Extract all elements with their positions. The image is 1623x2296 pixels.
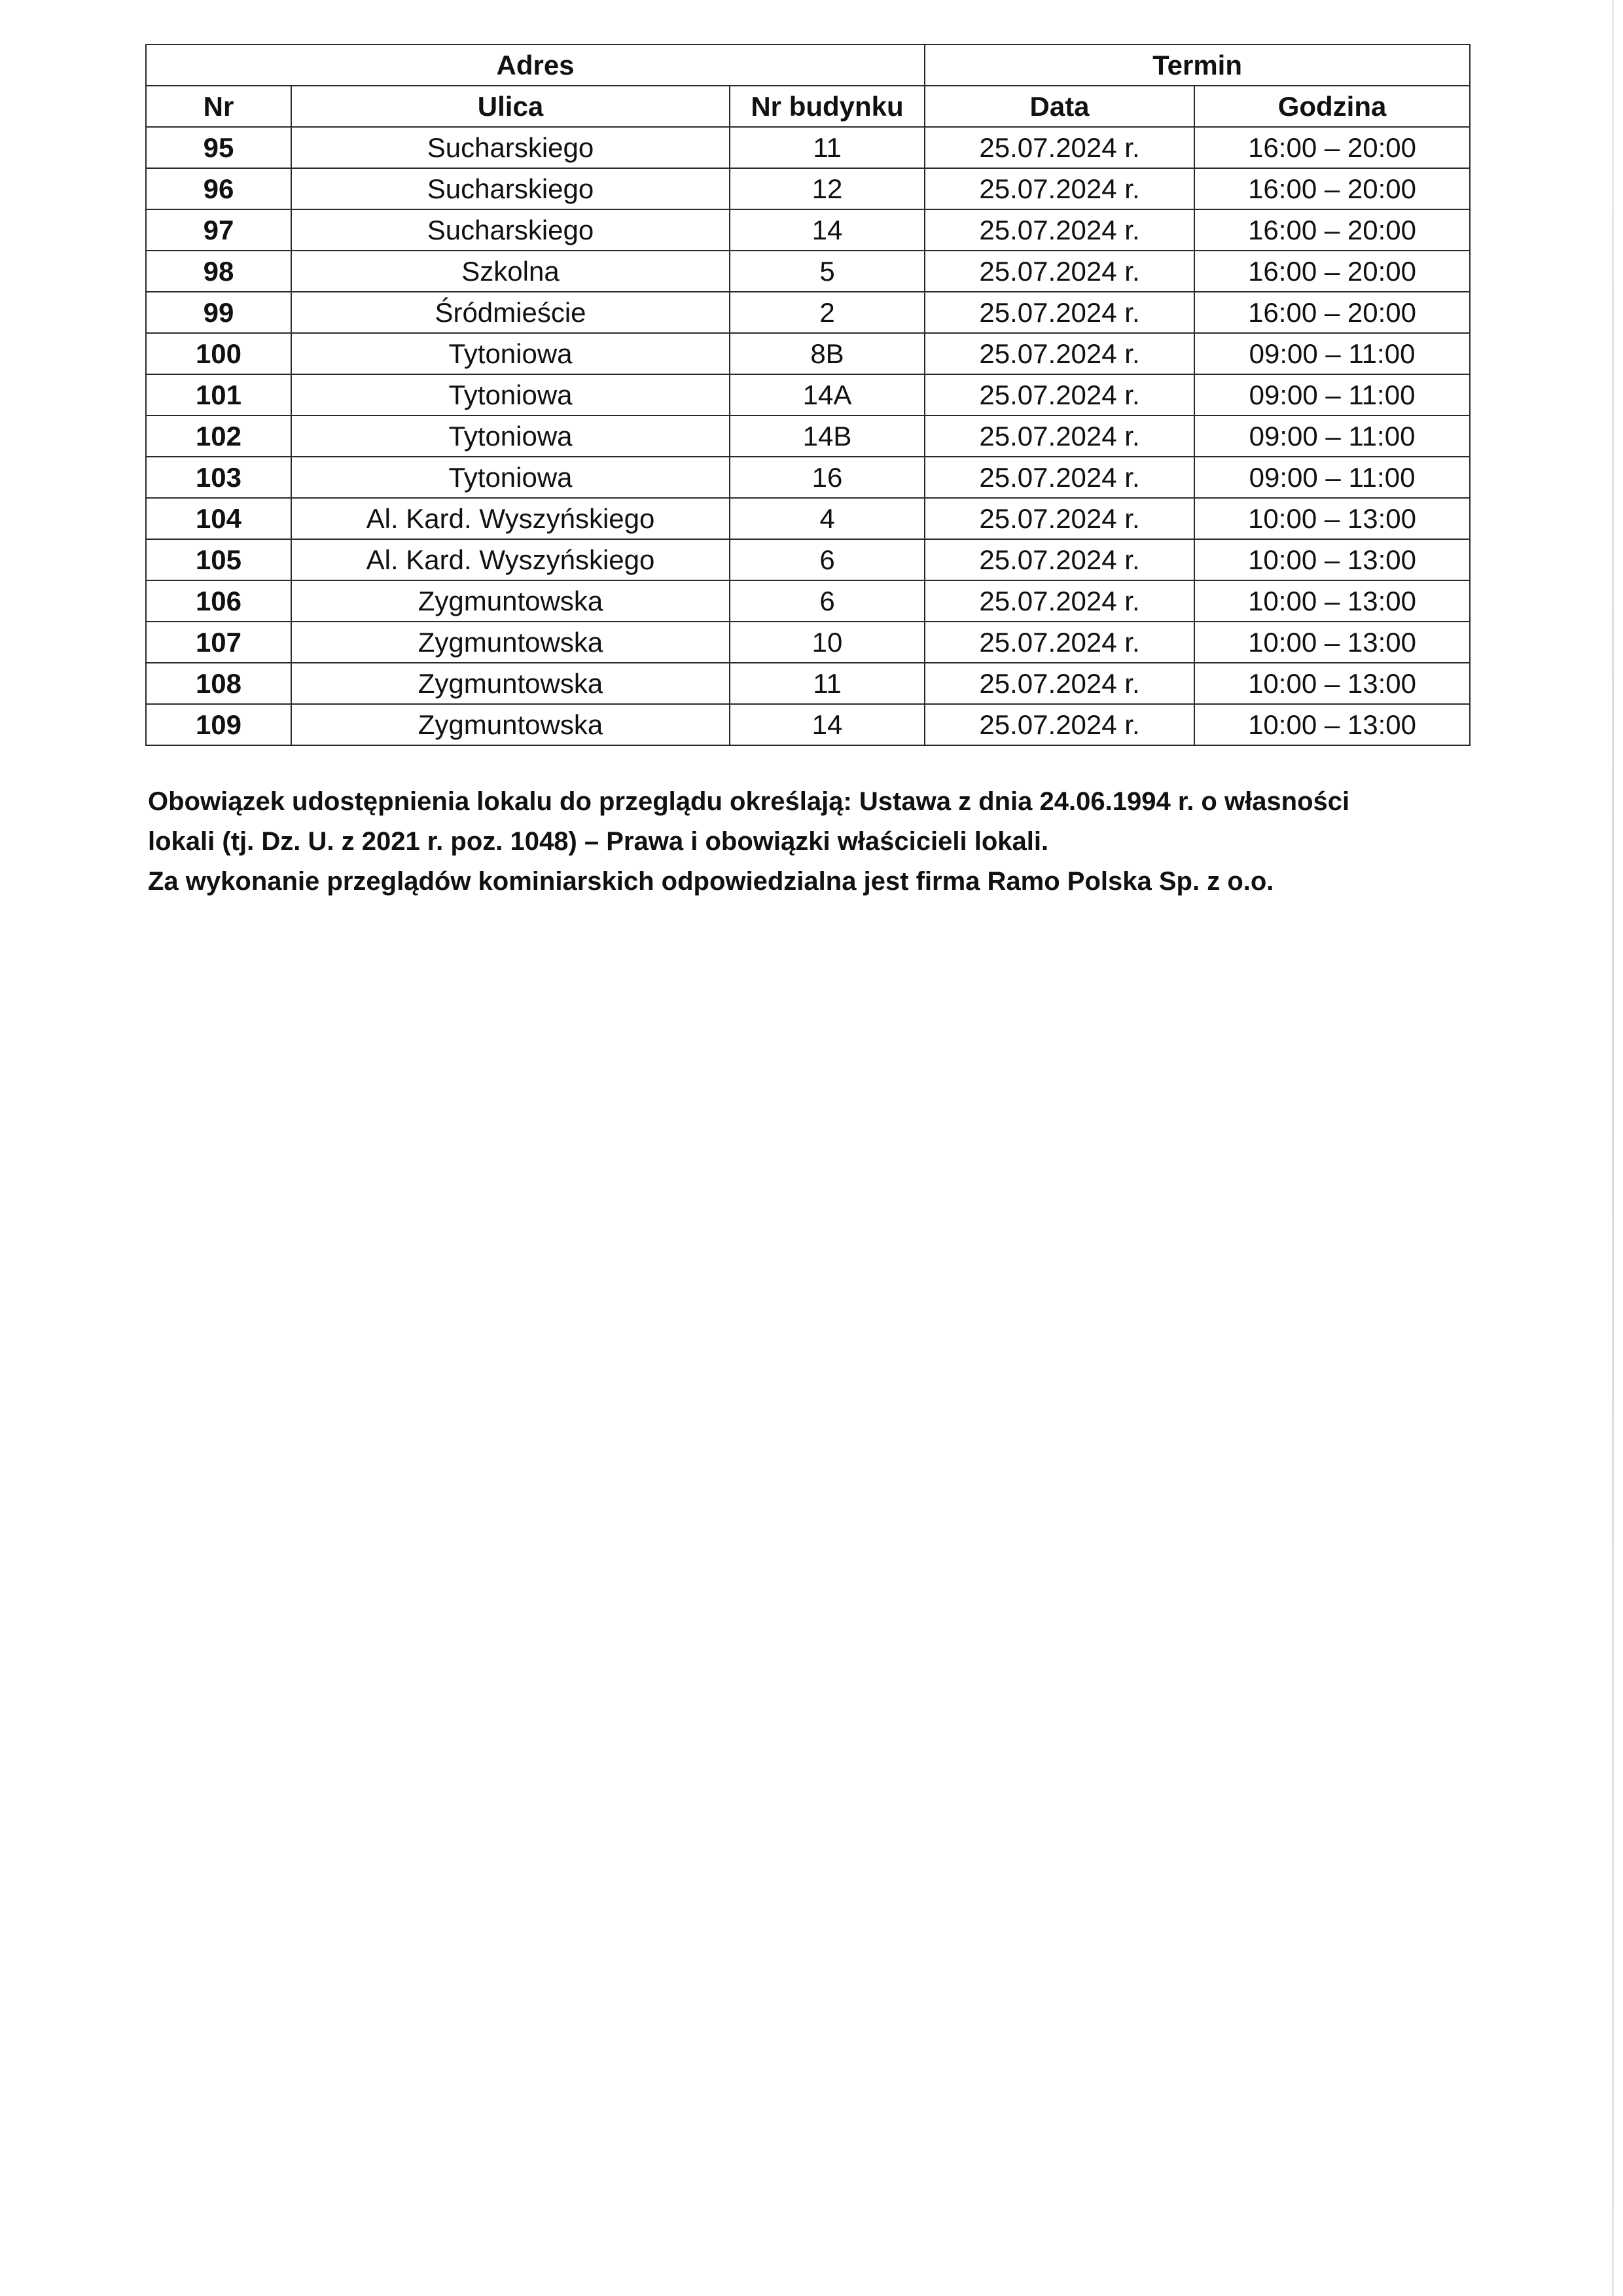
cell-building: 6 — [730, 580, 925, 622]
column-header-street: Ulica — [291, 86, 730, 127]
cell-street: Sucharskiego — [291, 127, 730, 168]
cell-date: 25.07.2024 r. — [925, 333, 1194, 374]
cell-street: Sucharskiego — [291, 168, 730, 209]
cell-time: 10:00 – 13:00 — [1194, 663, 1470, 704]
table-row — [146, 622, 1470, 663]
cell-street: Sucharskiego — [291, 209, 730, 251]
cell-time: 16:00 – 20:00 — [1194, 127, 1470, 168]
cell-nr: 102 — [146, 415, 291, 457]
group-header-term: Termin — [925, 44, 1470, 86]
cell-time: 16:00 – 20:00 — [1194, 292, 1470, 333]
cell-building: 10 — [730, 622, 925, 663]
cell-street: Śródmieście — [291, 292, 730, 333]
column-header-date: Data — [925, 86, 1194, 127]
cell-building: 16 — [730, 457, 925, 498]
table-row — [146, 127, 1470, 168]
cell-date: 25.07.2024 r. — [925, 415, 1194, 457]
cell-building: 2 — [730, 292, 925, 333]
legal-notes — [148, 782, 1470, 902]
cell-time: 09:00 – 11:00 — [1194, 415, 1470, 457]
cell-nr: 109 — [146, 704, 291, 745]
cell-time: 09:00 – 11:00 — [1194, 333, 1470, 374]
table-row — [146, 580, 1470, 622]
cell-building: 4 — [730, 498, 925, 539]
cell-nr: 107 — [146, 622, 291, 663]
table-row — [146, 663, 1470, 704]
table-row — [146, 374, 1470, 415]
cell-date: 25.07.2024 r. — [925, 622, 1194, 663]
cell-date: 25.07.2024 r. — [925, 457, 1194, 498]
cell-time: 16:00 – 20:00 — [1194, 168, 1470, 209]
cell-building: 6 — [730, 539, 925, 580]
cell-street: Zygmuntowska — [291, 580, 730, 622]
cell-nr: 100 — [146, 333, 291, 374]
cell-building: 12 — [730, 168, 925, 209]
cell-time: 10:00 – 13:00 — [1194, 622, 1470, 663]
column-header-nr: Nr — [146, 86, 291, 127]
cell-nr: 99 — [146, 292, 291, 333]
cell-date: 25.07.2024 r. — [925, 374, 1194, 415]
cell-building: 14 — [730, 704, 925, 745]
table-row — [146, 333, 1470, 374]
column-header-building: Nr budynku — [730, 86, 925, 127]
table-row — [146, 498, 1470, 539]
cell-nr: 95 — [146, 127, 291, 168]
cell-date: 25.07.2024 r. — [925, 127, 1194, 168]
column-header-time: Godzina — [1194, 86, 1470, 127]
cell-nr: 98 — [146, 251, 291, 292]
cell-date: 25.07.2024 r. — [925, 168, 1194, 209]
cell-date: 25.07.2024 r. — [925, 209, 1194, 251]
table-row — [146, 457, 1470, 498]
table-body — [146, 127, 1470, 745]
scan-edge-shadow — [1612, 0, 1614, 2296]
inspection-schedule-table — [145, 44, 1471, 746]
cell-building: 14A — [730, 374, 925, 415]
note-line: Obowiązek udostępnienia lokalu do przeglądu określają: Ustawa z dnia 24.06.1994 r. o własności — [148, 787, 1350, 816]
table-row — [146, 292, 1470, 333]
cell-street: Szkolna — [291, 251, 730, 292]
cell-building: 11 — [730, 663, 925, 704]
cell-nr: 96 — [146, 168, 291, 209]
cell-nr: 105 — [146, 539, 291, 580]
table-row — [146, 251, 1470, 292]
table-row — [146, 209, 1470, 251]
cell-date: 25.07.2024 r. — [925, 663, 1194, 704]
cell-building: 8B — [730, 333, 925, 374]
table-row — [146, 415, 1470, 457]
cell-street: Tytoniowa — [291, 333, 730, 374]
cell-street: Tytoniowa — [291, 457, 730, 498]
cell-time: 10:00 – 13:00 — [1194, 580, 1470, 622]
cell-date: 25.07.2024 r. — [925, 539, 1194, 580]
cell-street: Al. Kard. Wyszyńskiego — [291, 539, 730, 580]
cell-building: 14 — [730, 209, 925, 251]
cell-street: Al. Kard. Wyszyńskiego — [291, 498, 730, 539]
cell-date: 25.07.2024 r. — [925, 580, 1194, 622]
cell-nr: 103 — [146, 457, 291, 498]
table-row — [146, 539, 1470, 580]
group-header-address: Adres — [146, 44, 925, 86]
cell-time: 10:00 – 13:00 — [1194, 539, 1470, 580]
cell-time: 16:00 – 20:00 — [1194, 209, 1470, 251]
group-header-row — [146, 44, 1470, 86]
cell-time: 16:00 – 20:00 — [1194, 251, 1470, 292]
cell-nr: 108 — [146, 663, 291, 704]
cell-date: 25.07.2024 r. — [925, 498, 1194, 539]
cell-date: 25.07.2024 r. — [925, 251, 1194, 292]
cell-street: Tytoniowa — [291, 374, 730, 415]
cell-nr: 97 — [146, 209, 291, 251]
table-row — [146, 168, 1470, 209]
cell-building: 14B — [730, 415, 925, 457]
cell-street: Zygmuntowska — [291, 622, 730, 663]
cell-time: 10:00 – 13:00 — [1194, 498, 1470, 539]
cell-date: 25.07.2024 r. — [925, 704, 1194, 745]
cell-time: 10:00 – 13:00 — [1194, 704, 1470, 745]
cell-nr: 101 — [146, 374, 291, 415]
note-line: Za wykonanie przeglądów kominiarskich odpowiedzialna jest firma Ramo Polska Sp. z o.o. — [148, 867, 1274, 896]
column-header-row — [146, 86, 1470, 127]
cell-date: 25.07.2024 r. — [925, 292, 1194, 333]
cell-street: Zygmuntowska — [291, 663, 730, 704]
cell-time: 09:00 – 11:00 — [1194, 374, 1470, 415]
table-header — [146, 44, 1470, 127]
cell-street: Zygmuntowska — [291, 704, 730, 745]
note-line: lokali (tj. Dz. U. z 2021 r. poz. 1048) – Prawa i obowiązki właścicieli lokali. — [148, 827, 1049, 856]
cell-building: 11 — [730, 127, 925, 168]
cell-time: 09:00 – 11:00 — [1194, 457, 1470, 498]
table-row — [146, 704, 1470, 745]
cell-building: 5 — [730, 251, 925, 292]
cell-street: Tytoniowa — [291, 415, 730, 457]
cell-nr: 106 — [146, 580, 291, 622]
cell-nr: 104 — [146, 498, 291, 539]
